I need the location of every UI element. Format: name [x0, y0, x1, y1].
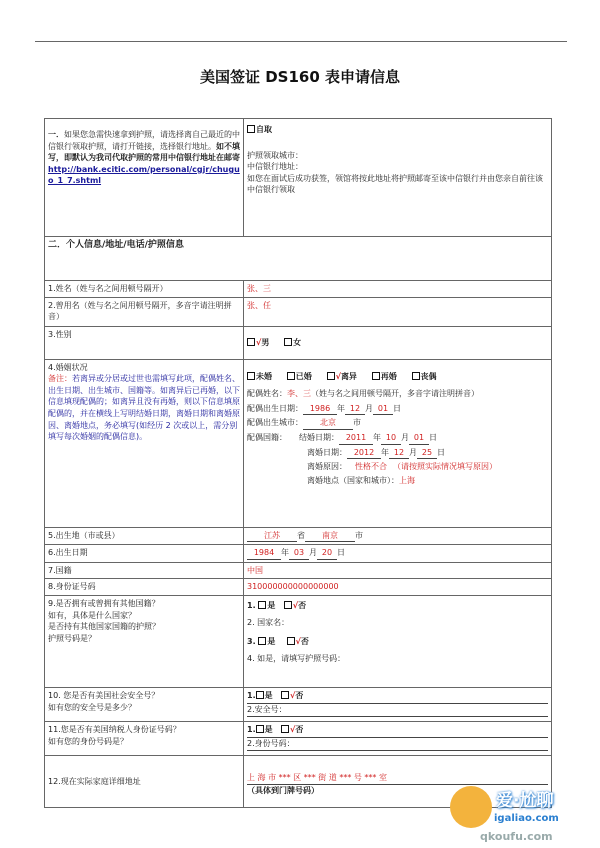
spouse-nation-label: 配偶国籍：	[247, 432, 287, 442]
divorce-reason-label: 离婚原因：	[307, 462, 347, 472]
application-form	[44, 118, 552, 808]
single-label: 未婚	[256, 371, 272, 381]
city-unit: 市	[355, 530, 363, 540]
address-label: 12.现在实际家庭详细地址	[45, 755, 244, 807]
watermark-domain2: qkoufu.com	[480, 830, 553, 843]
marital-label: 4.婚姻状况	[48, 362, 88, 372]
month-unit: 月	[401, 432, 409, 442]
yes-label: 是	[267, 600, 276, 610]
tax-q1: 11.您是否有美国纳税人身份证号码？	[48, 724, 181, 734]
spouse-city-suffix: 市	[353, 418, 361, 428]
other-nationality-row	[45, 595, 552, 687]
pickup-prefix: 一．	[48, 130, 64, 139]
divorced-check-mark: √	[335, 371, 341, 381]
pickup-question-bold: 如不填写，即默认为我司代取护照的常用中信银行地址在邮寄	[48, 141, 240, 163]
watermark-domain: igaliao.com	[494, 813, 559, 824]
no-check-mark: √	[289, 690, 296, 700]
no-label: 否	[295, 724, 304, 734]
other-nat-q2: 如有，具体是什么国家？	[48, 610, 136, 620]
former-name-row	[45, 297, 552, 326]
other-nat-yes-checkbox[interactable]	[258, 601, 266, 609]
spouse-dob-month[interactable]: 12	[345, 403, 365, 416]
other-nat-no-checkbox[interactable]	[284, 601, 292, 609]
dob-year[interactable]: 1984	[247, 547, 281, 560]
other-nat-a1: 1.	[247, 600, 256, 610]
married-label: 已婚	[295, 371, 312, 381]
ssn-yes-checkbox[interactable]	[256, 691, 264, 699]
remarried-label: 再婚	[380, 371, 397, 381]
single-checkbox[interactable]	[247, 372, 255, 380]
id-row	[45, 579, 552, 596]
other-passport-number-label: 4. 如是，请填写护照号码：	[247, 653, 346, 663]
name-row	[45, 281, 552, 298]
yes-label: 是	[264, 724, 273, 734]
spouse-city-label: 配偶出生城市：	[247, 418, 303, 428]
page-title: 美国签证 DS160 表申请信息	[199, 68, 400, 86]
marital-note: 若离异或分居或过世也需填写此项，配偶姓名、出生日期、出生城市、国籍等。如离异后已再婚，以下信息填现配偶的；如离异且没有再婚，则以下信息填原配偶的，并在横线上写明结婚日期，离婚日期和离婚原因、离婚地点，务必填写(如经历 2 次或以上，需分别填写每次婚姻的配偶信息)。	[48, 374, 240, 442]
self-pickup-label: 自取	[256, 125, 272, 134]
tax-row: 11.您是否有美国纳税人身份证号码？ 如有您的身份号码是？ 1. 是 √否 2.身份号码：	[45, 721, 552, 755]
dob-row	[45, 545, 552, 563]
tax-questions	[45, 721, 244, 755]
other-nat-country-label: 2. 国家名：	[247, 617, 290, 627]
wedding-day[interactable]: 01	[409, 432, 429, 445]
id-label: 8.身份证号码	[45, 579, 244, 596]
section2-row	[45, 237, 552, 281]
province-unit: 省	[297, 530, 305, 540]
no-label: 否	[300, 637, 309, 647]
former-name-label: 2.曾用名（姓与名之间用顿号隔开，多音字请注明拼音）	[45, 297, 244, 326]
marital-note-prefix: 备注：	[48, 374, 72, 384]
wedding-date-label: 结婚日期：	[299, 432, 339, 442]
no-check-mark: √	[295, 637, 301, 647]
yes-label: 是	[264, 690, 273, 700]
tax-q2: 如有您的身份号码是？	[48, 736, 128, 746]
former-name-value[interactable]: 张、任	[244, 297, 552, 326]
pickup-city-label: 护照领取城市：	[247, 150, 303, 160]
no-label: 否	[298, 600, 307, 610]
divorce-reason-hint: （请按照实际情况填写原因）	[393, 462, 497, 472]
male-label: 男	[261, 337, 270, 347]
watermark-text: 爱·尬聊	[496, 791, 554, 811]
no-check-mark: √	[292, 600, 299, 610]
spouse-city-value[interactable]: 北京	[303, 417, 353, 430]
other-passport-no-checkbox[interactable]	[287, 637, 295, 645]
male-check-mark: √	[256, 337, 262, 347]
divorce-month[interactable]: 12	[389, 447, 409, 460]
female-label: 女	[293, 337, 302, 347]
spouse-dob-day[interactable]: 01	[373, 403, 393, 416]
marital-cell	[45, 359, 244, 527]
birth-province[interactable]: 江苏	[247, 530, 297, 543]
address-hint: （具体到门牌号码）	[247, 785, 319, 795]
other-nat-q3: 是否持有其他国家国籍的护照？	[48, 622, 160, 632]
birthplace-label: 5.出生地（市或县）	[45, 527, 244, 545]
sex-label: 3.性别	[45, 326, 244, 359]
divorce-year[interactable]: 2012	[347, 447, 381, 460]
year-unit: 年	[381, 447, 389, 457]
pickup-answer-cell	[244, 119, 552, 237]
divorce-date-label: 离婚日期：	[307, 447, 347, 457]
dob-month[interactable]: 03	[289, 547, 309, 560]
year-unit: 年	[337, 403, 345, 413]
dob-day[interactable]: 20	[317, 547, 337, 560]
male-checkbox[interactable]	[247, 338, 255, 346]
pickup-row	[45, 119, 552, 237]
divorce-reason-value[interactable]: 性格不合	[355, 462, 387, 472]
month-unit: 月	[309, 548, 317, 558]
other-nat-q4: 护照号码是？	[48, 633, 96, 643]
id-value[interactable]: 310000000000000000	[244, 579, 552, 596]
other-nationality-questions	[45, 595, 244, 687]
pickup-note: 如您在面试后成功获签，领馆将按此地址将护照邮寄至该中信银行并由您亲自前往该中信银行领取	[247, 173, 543, 195]
ssn-q1: 10. 您是否有美国社会安全号？	[48, 690, 160, 700]
spouse-dob-year[interactable]: 1986	[303, 403, 337, 416]
divorced-label: 离异	[340, 371, 357, 381]
widowed-checkbox[interactable]	[412, 372, 420, 380]
other-passport-yes-checkbox[interactable]	[258, 637, 266, 645]
divorce-day[interactable]: 25	[417, 447, 437, 460]
pickup-question: 如果您急需快速拿到护照，请选择离自己最近的中信银行领取护照，请打开链接，选择银行地址。	[48, 130, 240, 151]
self-pickup-checkbox[interactable]	[247, 125, 255, 133]
ssn-no-checkbox[interactable]	[281, 691, 289, 699]
marital-row	[45, 359, 552, 527]
ssn-q2: 如有您的安全号是多少？	[48, 702, 136, 712]
marital-answer-cell	[244, 359, 552, 527]
section2-header: 二．个人信息/地址/电话/护照信息	[45, 237, 552, 281]
month-unit: 月	[365, 403, 373, 413]
nationality-value[interactable]: 中国	[244, 562, 552, 579]
married-checkbox[interactable]	[287, 372, 295, 380]
nationality-row	[45, 562, 552, 579]
tax-no-checkbox[interactable]	[281, 725, 289, 733]
divorce-place-label: 离婚地点（国家和城市）：	[307, 475, 399, 485]
divorce-place-value[interactable]: 上海	[399, 475, 415, 485]
tax-number-label[interactable]: 2.身份号码：	[247, 738, 548, 752]
day-unit: 日	[437, 447, 445, 457]
address-value[interactable]: 上 海 市 *** 区 *** 街 道 *** 号 *** 室	[247, 772, 548, 785]
spouse-dob-label: 配偶出生日期：	[247, 403, 303, 413]
pickup-bank-link[interactable]: http://bank.ecitic.com/personal/cgjr/chuguo_1_7.shtml	[48, 164, 240, 186]
nationality-label: 7.国籍	[45, 562, 244, 579]
year-unit: 年	[281, 548, 289, 558]
watermark-logo-icon	[450, 786, 492, 828]
wedding-year[interactable]: 2011	[339, 432, 373, 445]
sex-row	[45, 326, 552, 359]
ssn-row: 10. 您是否有美国社会安全号？ 如有您的安全号是多少？ 1. 是 √否 2.安全号：	[45, 687, 552, 721]
birth-city[interactable]: 南京	[305, 530, 355, 543]
day-unit: 日	[337, 548, 345, 558]
month-unit: 月	[409, 447, 417, 457]
other-nat-a3: 3.	[247, 637, 256, 647]
spouse-name-hint: （姓与名之间用顿号隔开，多音字请注明拼音）	[311, 389, 479, 399]
divorced-checkbox[interactable]	[327, 372, 335, 380]
pickup-question-cell	[45, 119, 244, 237]
spouse-name-value[interactable]: 李、三	[287, 389, 311, 399]
watermark	[450, 778, 600, 848]
birthplace-row	[45, 527, 552, 545]
pickup-bank-address-label: 中信银行地址：	[247, 162, 303, 172]
other-nat-q1: 9.是否拥有或曾拥有其他国籍？	[48, 598, 160, 608]
no-label: 否	[295, 690, 304, 700]
spouse-name-label: 配偶姓名：	[247, 389, 287, 399]
yes-label: 是	[267, 637, 276, 647]
day-unit: 日	[393, 403, 401, 413]
name-value[interactable]: 张、三	[244, 281, 552, 298]
widowed-label: 丧偶	[420, 371, 437, 381]
year-unit: 年	[373, 432, 381, 442]
remarried-checkbox[interactable]	[372, 372, 380, 380]
ssn-number-label[interactable]: 2.安全号：	[247, 704, 548, 718]
top-rule	[35, 41, 567, 42]
no-check-mark: √	[289, 724, 296, 734]
tax-yes-checkbox[interactable]	[256, 725, 264, 733]
wedding-month[interactable]: 10	[381, 432, 401, 445]
ssn-questions	[45, 687, 244, 721]
day-unit: 日	[429, 432, 437, 442]
dob-label: 6.出生日期	[45, 545, 244, 563]
name-label: 1.姓名（姓与名之间用顿号隔开）	[45, 281, 244, 298]
female-checkbox[interactable]	[284, 338, 292, 346]
